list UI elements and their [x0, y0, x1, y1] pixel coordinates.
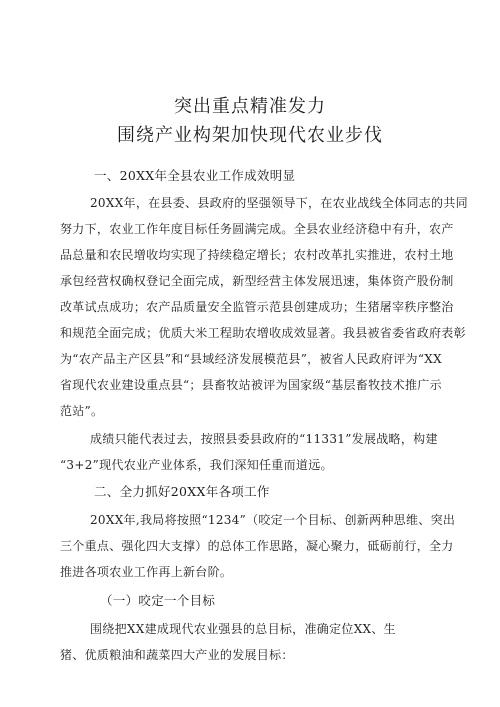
paragraph-1-line: 和规范全面完成；优质大米工程助农增收成效显著。我县被省委省政府表彰: [60, 326, 466, 340]
paragraph-1-line: 省现代农业建设重点县“；县畜牧站被评为国家级“基层畜牧技术推广示: [60, 378, 442, 392]
paragraph-1-line: 改革试点成功；农产品质量安全监管示范县创建成功；生猪屠宰秩序整治: [60, 300, 454, 314]
paragraph-3-line: 20XX年,我局将按照“1234”（咬定一个目标、创新两种思维、突出: [90, 513, 456, 527]
paragraph-3-line: 三个重点、强化四大支撑）的总体工作思路，凝心聚力，砥砺前行，全力: [60, 539, 454, 553]
subsection-1-heading: （一）咬定一个目标: [100, 593, 216, 608]
paragraph-2-line: 成绩只能代表过去，按照县委县政府的“11331”发展战略，构建: [90, 432, 438, 446]
paragraph-4-line: 猪、优质粮油和蔬菜四大产业的发展目标：: [60, 648, 294, 662]
paragraph-4-line: 围绕把XX建成现代农业强县的总目标，准确定位XX、生: [90, 622, 396, 636]
paragraph-1-line: 20XX年，在县委、县政府的坚强领导下，在农业战线全体同志的共同: [90, 196, 468, 210]
paragraph-1-line: 努力下，农业工作年度目标任务圆满完成。全县农业经济稳中有升，农产: [60, 222, 454, 236]
document-title-line-2: 围绕产业构架加快现代农业步伐: [117, 125, 383, 146]
section-2-heading: 二、全力抓好20XX年各项工作: [94, 484, 270, 499]
document-title-line-1: 突出重点精准发力: [174, 96, 326, 117]
paragraph-1-line: 范站”。: [60, 404, 104, 418]
paragraph-1-line: 为“农产品主产区县”和“县域经济发展模范县”，被省人民政府评为“XX: [60, 352, 442, 366]
paragraph-1-line: 承包经营权确权登记全面完成，新型经营主体发展迅速，集体资产股份制: [60, 274, 454, 288]
paragraph-3-line: 推进各项农业工作再上新台阶。: [60, 565, 233, 579]
paragraph-1-line: 品总量和农民增收均实现了持续稳定增长；农村改革扎实推进，农村土地: [60, 248, 454, 262]
section-1-heading: 一、20XX年全县农业工作成效明显: [94, 168, 296, 183]
paragraph-2-line: “3+2”现代农业产业体系，我们深知任重而道远。: [60, 458, 333, 472]
